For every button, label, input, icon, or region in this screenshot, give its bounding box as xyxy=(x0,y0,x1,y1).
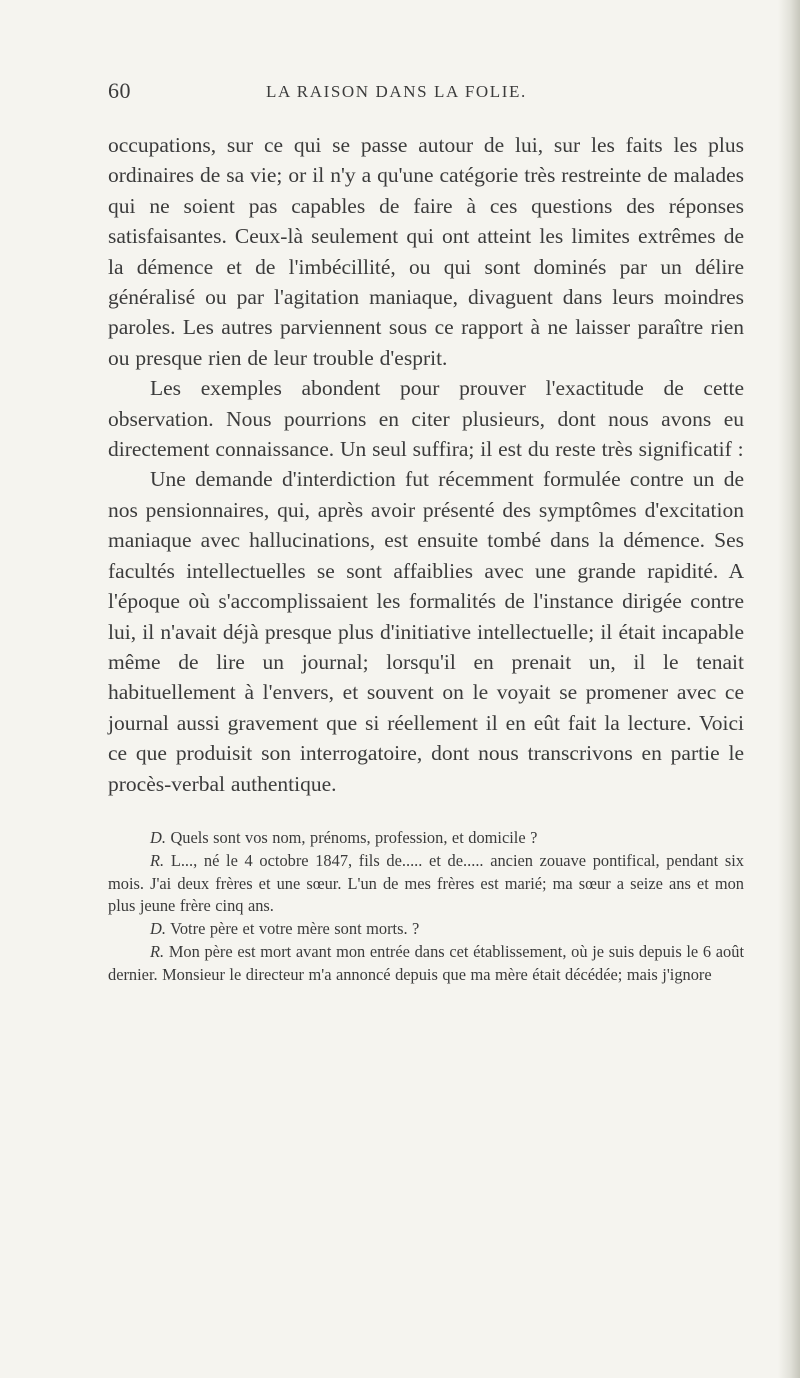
speaker-label: R. xyxy=(150,850,165,870)
entry-text: Votre père et votre mère sont morts. ? xyxy=(170,919,420,939)
running-header xyxy=(108,78,744,108)
page-edge-shadow xyxy=(778,0,800,1378)
interrogation-transcript xyxy=(108,827,744,987)
body-paragraph: Une demande d'interdiction fut récemment formulée contre un de nos pensionnaires, qui, après avoir présenté des symptômes d'excitation maniaque avec hallucinations, est ensuite tombé dans la démence. Ses facultés intellectuelles se sont affaiblies avec une grande rapidité. A l'époque où s'accomplissaient les formalités de l'instance dirigée contre lui, il n'avait déjà presque plus d'initiative intellectuelle; il était incapable même de lire un journal; lorsqu'il en prenait un, il le tenait habituellement à l'envers, et souvent on le voyait se promener avec ce journal aussi gravement que si réellement il en eût fait la lecture. Voici ce que produisit son interrogatoire, dont nous transcrivons en partie le procès-verbal authentique. xyxy=(108,467,744,796)
interrogation-entry xyxy=(108,827,744,850)
main-text xyxy=(108,130,744,799)
body-paragraph: occupations, sur ce qui se passe autour de lui, sur les faits les plus ordinaires de sa vie; or il n'y a qu'une catégorie très restreinte de malades qui ne soient pas capables de faire à ces questions des réponses satisfaisantes. Ceux-là seulement qui ont atteint les limites extrêmes de la démence et de l'imbécillité, ou qui sont dominés par un délire généralisé ou par l'agitation maniaque, divaguent dans leurs moindres paroles. Les autres parviennent sous ce rapport à ne laisser paraître rien ou presque rien de leur trouble d'esprit. xyxy=(108,133,744,370)
interrogation-entry xyxy=(108,850,744,918)
running-title: LA RAISON DANS LA FOLIE. xyxy=(266,82,527,101)
body-paragraph: Les exemples abondent pour prouver l'exactitude de cette observation. Nous pourrions en citer plusieurs, dont nous avons eu directement connaissance. Un seul suffira; il est du reste très significatif : xyxy=(108,376,744,462)
speaker-label: R. xyxy=(150,941,165,961)
entry-text: Mon père est mort avant mon entrée dans cet établissement, où je suis depuis le 6 août dernier. Monsieur le directeur m'a annoncé depuis que ma mère était décédée; mais j'ignore xyxy=(108,941,744,984)
entry-text: Quels sont vos nom, prénoms, profession, et domicile ? xyxy=(170,827,538,847)
interrogation-entry xyxy=(108,918,744,941)
speaker-label: D. xyxy=(150,827,166,847)
page-number: 60 xyxy=(108,78,131,103)
speaker-label: D. xyxy=(150,919,166,939)
entry-text: L..., né le 4 octobre 1847, fils de..... et de..... ancien zouave pontifical, pendant six mois. J'ai deux frères et une sœur. L'un de mes frères est marié; ma sœur a seize ans et mon plus jeune frère cinq ans. xyxy=(108,850,745,916)
interrogation-entry xyxy=(108,941,744,987)
